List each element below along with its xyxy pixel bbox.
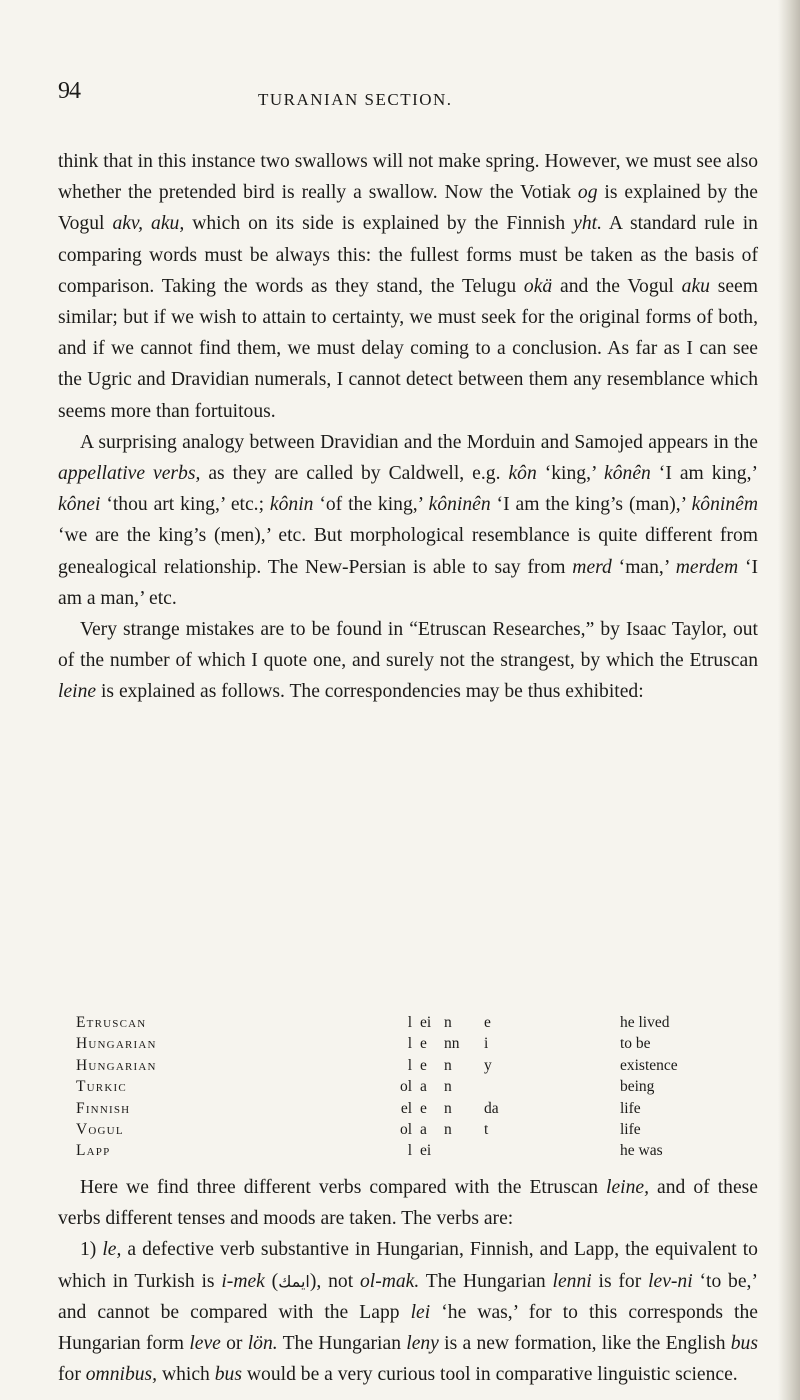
language-cell: Hungarian <box>76 1035 157 1053</box>
segment-cell: l <box>407 1035 412 1053</box>
italic-term: lev-ni <box>648 1270 693 1292</box>
language-cell: Finnish <box>76 1099 131 1117</box>
segment-cell: ei <box>420 1014 432 1031</box>
text-run: a defective verb substantive in Hungarian, Finnish, and Lapp, the equivalent to which in Turkish is <box>58 1239 758 1292</box>
text-run: Very strange mistakes are to be found in “Etruscan Researches,” by Isaac Taylor, out of the number of which I quote one, and surely not the strangest, by which the Etruscan <box>58 619 758 672</box>
language-cell: Lapp <box>76 1142 111 1160</box>
language-cell: Hungarian <box>76 1056 157 1074</box>
segment-cell: e <box>420 1099 427 1117</box>
table-row <box>76 1076 716 1097</box>
text-run: as they are called by Caldwell, e.g. <box>200 463 509 485</box>
italic-term: kôn <box>508 463 537 485</box>
italic-term: leny <box>406 1333 439 1355</box>
table-row <box>76 1098 716 1119</box>
text-run: seem similar; but if we wish to attain to certainty, we must seek for the original forms of both, and if we cannot find them, we must delay coming to a conclusion. As far as I can see the Ugric and Dravidian numerals, I cannot detect between them any resemblance which seems more than fortuitous. <box>58 275 758 422</box>
correspondence-table <box>76 1012 716 1162</box>
italic-term: lenni <box>552 1270 592 1292</box>
text-run: ‘king,’ <box>536 463 605 485</box>
gloss-cell: life <box>620 1099 641 1117</box>
text-run: ‘I am the king’s (man),’ <box>490 494 692 516</box>
segment-cell: e <box>420 1056 427 1074</box>
segment-cell: i <box>484 1035 489 1053</box>
running-head: TURANIAN SECTION. <box>258 90 453 109</box>
italic-term: omnibus, <box>85 1364 158 1386</box>
table-row <box>76 1055 716 1076</box>
text-run: and of these verbs different tenses and moods are taken. The verbs are: <box>58 1177 758 1230</box>
text-run: ‘he was,’ for to this corresponds the Hungarian form <box>58 1301 758 1355</box>
paragraph <box>58 1234 758 1390</box>
segment-cell: nn <box>444 1035 460 1053</box>
text-run: A standard rule in comparing words must be always this: the fullest forms must be taken as the basis of comparison. Taking the words as they stand, the Telugu <box>58 213 758 297</box>
italic-term: aku <box>681 275 710 297</box>
italic-term: merdem <box>675 556 739 578</box>
arabic-script: ایمك <box>278 1271 310 1291</box>
text-run: ), not <box>309 1270 360 1292</box>
text-run: or <box>220 1333 248 1355</box>
text-run: ‘we are the king’s (men),’ etc. But morphological resemblance is quite different from genealogical relationship. The New-Persian is able to say from <box>58 525 758 578</box>
text-run: ‘of the king,’ <box>313 494 429 516</box>
italic-term: kôninên <box>428 494 491 516</box>
text-run: is explained as follows. The correspondencies may be thus exhibited: <box>96 681 644 703</box>
language-cell: Etruscan <box>76 1014 147 1031</box>
page-number: 94 <box>58 78 80 104</box>
segment-cell: n <box>444 1120 452 1138</box>
italic-term: og <box>577 182 598 204</box>
text-run: is a new formation, like the English <box>438 1333 731 1355</box>
italic-term: leve <box>189 1333 221 1355</box>
text-run: A surprising analogy between Dravidian and the Morduin and Samojed appears in the <box>80 431 758 453</box>
body-text-upper <box>58 146 758 708</box>
text-run: ‘thou art king,’ etc.; <box>100 494 270 516</box>
segment-cell: l <box>407 1056 412 1074</box>
segment-cell: da <box>484 1099 499 1117</box>
italic-term: kônin <box>269 494 314 516</box>
text-run: ‘I am king,’ <box>650 463 758 485</box>
gloss-cell: to be <box>620 1035 651 1053</box>
segment-cell: ol <box>399 1120 412 1138</box>
segment-cell: n <box>444 1099 452 1117</box>
segment-cell: l <box>407 1014 412 1031</box>
language-cell: Vogul <box>76 1120 124 1138</box>
italic-term: kônên <box>604 463 651 485</box>
table-row <box>76 1140 716 1161</box>
italic-term: merd <box>572 556 612 578</box>
text-run: is for <box>591 1270 649 1292</box>
segment-cell: e <box>484 1014 491 1031</box>
italic-term: lön. <box>247 1333 278 1355</box>
gloss-cell: he lived <box>620 1014 670 1031</box>
paragraph <box>58 1172 758 1234</box>
italic-term: kônei <box>58 494 101 516</box>
italic-term: ol-mak. <box>359 1270 420 1292</box>
text-run: ‘I am a man,’ etc. <box>58 556 759 609</box>
segment-cell: n <box>444 1056 452 1074</box>
italic-term: kôninêm <box>691 494 758 516</box>
text-run: and the Vogul <box>552 275 682 297</box>
segment-cell: n <box>444 1078 452 1096</box>
segment-cell: y <box>484 1056 492 1074</box>
text-run: which on its side is explained by the Finnish <box>184 213 574 235</box>
segment-cell: a <box>420 1120 427 1138</box>
segment-cell: t <box>484 1120 489 1138</box>
text-run: for <box>58 1364 86 1386</box>
italic-term: okä <box>523 275 553 297</box>
paragraph <box>58 427 758 614</box>
text-run: would be a very curious tool in comparative linguistic science. <box>241 1364 738 1386</box>
italic-term: yht. <box>573 213 602 235</box>
paragraph <box>58 614 758 708</box>
text-run: The Hungarian <box>277 1333 407 1355</box>
italic-term: akv, aku, <box>112 213 185 235</box>
italic-term: bus <box>214 1364 242 1386</box>
text-run: which <box>157 1364 215 1386</box>
table-row <box>76 1119 716 1140</box>
language-cell: Turkic <box>76 1078 127 1096</box>
text-run: is explained by the Vogul <box>58 182 759 235</box>
text-run: The Hungarian <box>419 1270 553 1292</box>
table-row <box>76 1012 716 1033</box>
italic-term: bus <box>730 1333 758 1355</box>
segment-cell: l <box>407 1142 412 1160</box>
italic-term: i-mek <box>221 1270 265 1292</box>
text-run: ‘to be,’ and cannot be compared with the Lapp <box>58 1270 758 1323</box>
gloss-cell: he was <box>620 1142 663 1160</box>
paragraph <box>58 146 758 427</box>
segment-cell: ol <box>399 1078 412 1096</box>
body-text-lower <box>58 1172 758 1390</box>
text-run: ( <box>264 1270 279 1292</box>
segment-cell: el <box>400 1099 412 1117</box>
text-run: 1) <box>80 1239 103 1261</box>
text-run: ‘man,’ <box>611 556 676 578</box>
text-run: Here we find three different verbs compared with the Etruscan <box>80 1177 607 1198</box>
italic-term: lei <box>410 1301 431 1323</box>
gloss-cell: being <box>620 1078 655 1096</box>
segment-cell: e <box>420 1035 427 1053</box>
page-header <box>0 78 800 118</box>
text-run: think that in this instance two swallows will not make spring. However, we must see also whether the pretended bird is really a swallow. Now the Votiak <box>58 151 758 204</box>
italic-term: appellative verbs, <box>58 463 201 485</box>
table-row <box>76 1033 716 1054</box>
italic-term: le, <box>102 1239 122 1261</box>
segment-cell: a <box>420 1078 427 1096</box>
italic-term: leine <box>58 681 97 703</box>
segment-cell: ei <box>420 1142 432 1160</box>
gloss-cell: life <box>620 1120 641 1138</box>
page-edge-shadow <box>778 0 800 1400</box>
italic-term: leine, <box>606 1177 650 1198</box>
segment-cell: n <box>444 1014 452 1031</box>
gloss-cell: existence <box>620 1056 678 1074</box>
